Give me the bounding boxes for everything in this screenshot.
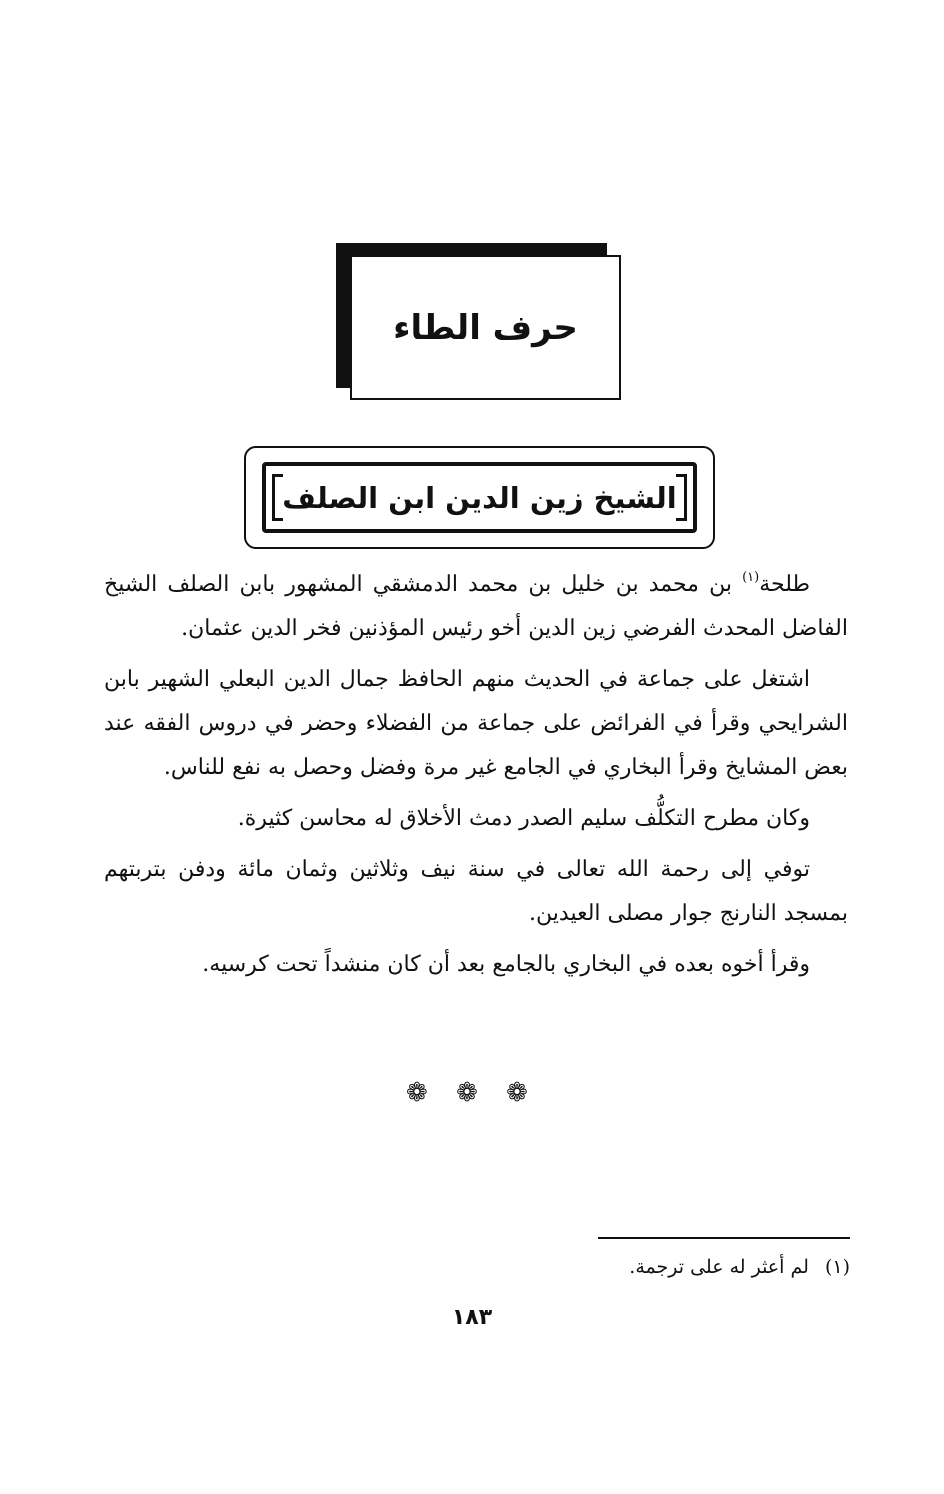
page-number: ١٨٣ bbox=[451, 1305, 493, 1330]
entry-title-frame bbox=[262, 462, 697, 533]
paragraph-4: توفي إلى رحمة الله تعالى في سنة نيف وثلاثين وثمان مائة ودفن بتربتهم بمسجد النارنج جوار مصلى العيدين. bbox=[104, 857, 848, 926]
chapter-heading-box bbox=[336, 243, 621, 400]
footnote-number: (١) bbox=[824, 1256, 850, 1278]
section-end-ornament: ❁ ❁ ❁ bbox=[406, 1078, 538, 1108]
footnote-reference[interactable]: (١) bbox=[742, 570, 760, 585]
footnote-text: لم أعثر له على ترجمة. bbox=[629, 1256, 809, 1278]
paragraph-1-text: بن محمد بن خليل بن محمد الدمشقي المشهور بابن الصلف الشيخ الفاضل المحدث الفرضي زين الدين أخو رئيس المؤذنين فخر الدين عثمان. bbox=[104, 572, 848, 641]
footnote bbox=[400, 1252, 850, 1282]
paragraph-1 bbox=[104, 563, 848, 651]
paragraph-2: اشتغل على جماعة في الحديث منهم الحافظ جمال الدين البعلي الشهير بابن الشرايحي وقرأ في الفرائض على جماعة من الفضلاء وحضر في دروس الفقه عند بعض المشايخ وقرأ البخاري في الجامع غير مرة وفضل وحصل به نفع للناس. bbox=[104, 667, 848, 780]
chapter-title: حرف الطاء bbox=[393, 307, 578, 348]
chapter-heading-frame bbox=[350, 255, 621, 400]
footnote-divider bbox=[598, 1237, 850, 1239]
paragraph-3: وكان مطرح التكلُّف سليم الصدر دمث الأخلاق له محاسن كثيرة. bbox=[237, 806, 810, 831]
entry-title-box bbox=[244, 446, 715, 549]
entry-title: الشيخ زين الدين ابن الصلف bbox=[282, 480, 677, 515]
paragraph-1-lead: طلحة bbox=[759, 572, 810, 597]
paragraph-5: وقرأ أخوه بعده في البخاري بالجامع بعد أن كان منشداً تحت كرسيه. bbox=[202, 952, 810, 977]
body-text bbox=[104, 563, 848, 994]
